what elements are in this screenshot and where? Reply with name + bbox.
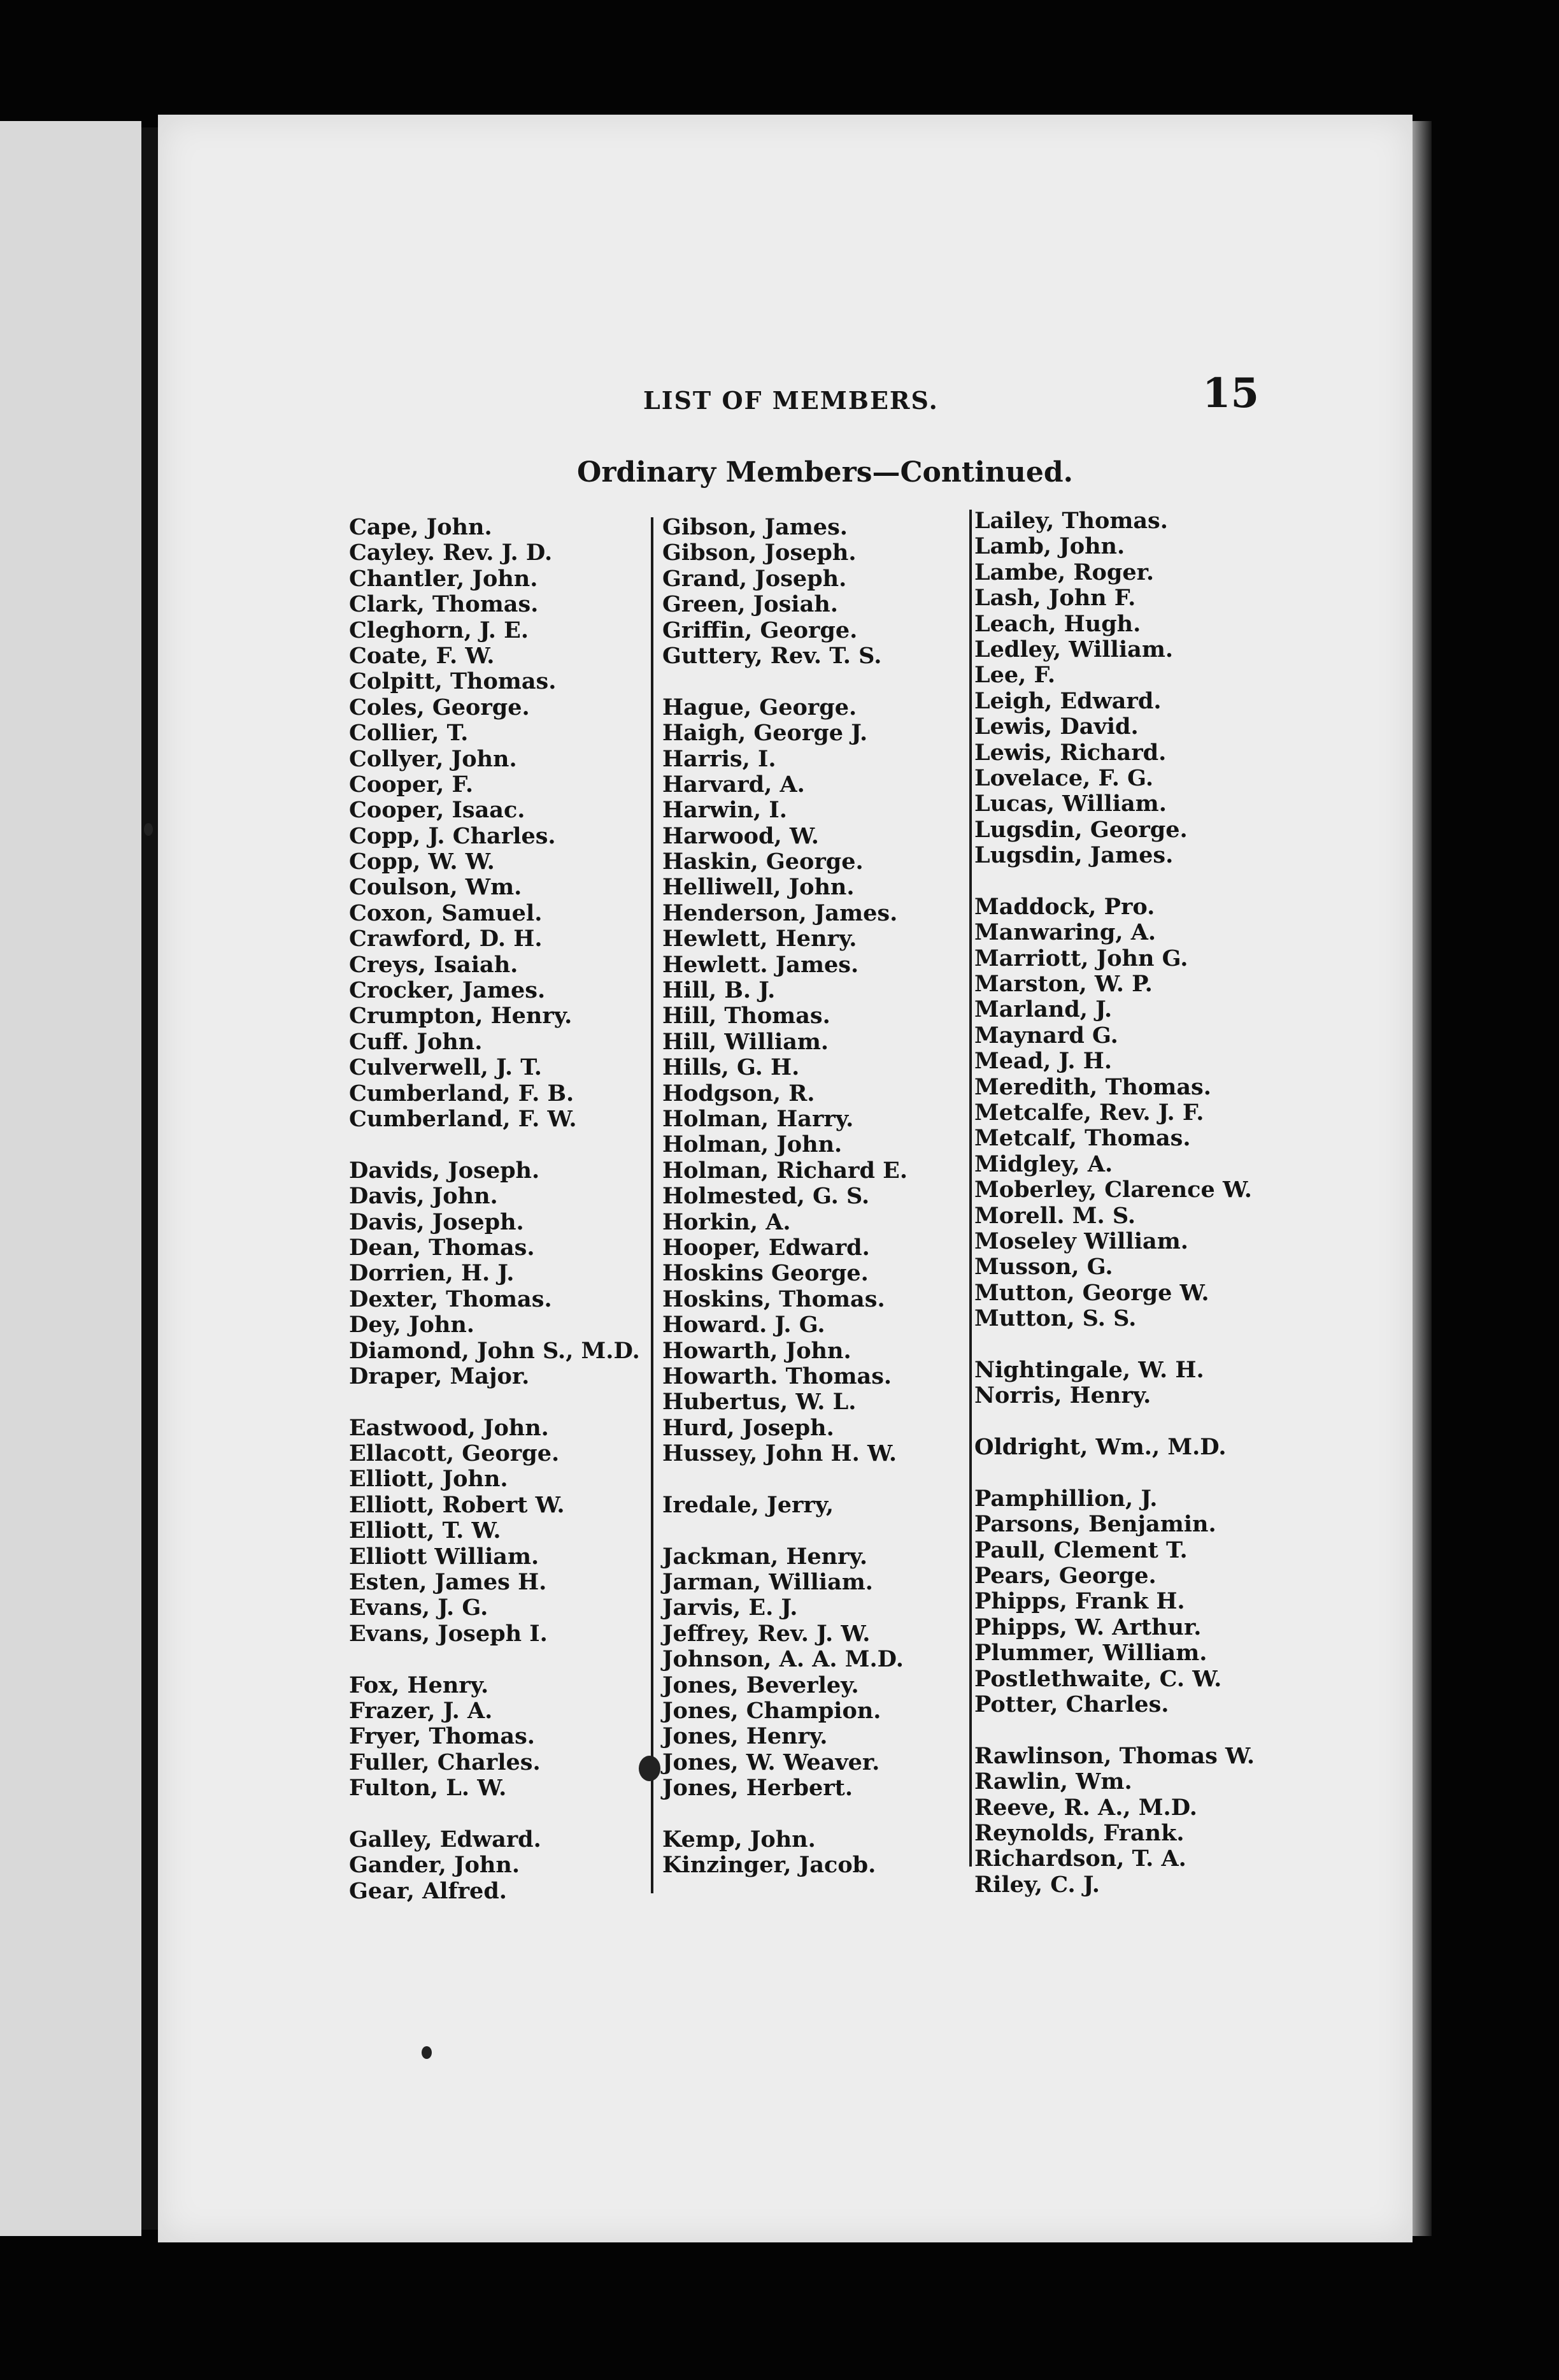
member-entry: Lailey, Thomas. <box>974 508 1168 534</box>
member-entry: Fuller, Charles. <box>349 1749 541 1775</box>
running-title: LIST OF MEMBERS. <box>643 386 939 415</box>
member-entry: Lugsdin, James. <box>974 842 1174 869</box>
member-entry: Lee, F. <box>974 662 1056 689</box>
member-entry: Crawford, D. H. <box>349 926 543 952</box>
member-entry: Jones, Herbert. <box>662 1775 853 1802</box>
member-entry: Crocker, James. <box>349 977 546 1004</box>
column-gap <box>349 1647 661 1672</box>
member-entry: Lewis, David. <box>974 713 1139 740</box>
member-entry: Hewlett, Henry. <box>662 926 857 952</box>
member-entry: Mead, J. H. <box>974 1048 1112 1075</box>
column-gap <box>662 1466 968 1492</box>
column-gap <box>349 1802 661 1827</box>
member-entry: Potter, Charles. <box>974 1691 1169 1717</box>
member-entry: Davis, Joseph. <box>349 1208 524 1235</box>
member-entry: Cleghorn, J. E. <box>349 617 529 643</box>
member-entry: Eastwood, John. <box>349 1414 549 1441</box>
member-entry: Grand, Joseph. <box>662 565 847 592</box>
member-entry: Leigh, Edward. <box>974 687 1162 714</box>
member-entry: Green, Josiah. <box>662 591 838 618</box>
column-gap <box>349 1389 661 1415</box>
member-entry: Diamond, John S., M.D. <box>349 1337 640 1364</box>
member-entry: Jeffrey, Rev. J. W. <box>662 1620 871 1647</box>
member-entry: Pears, George. <box>974 1563 1157 1589</box>
member-entry: Lamb, John. <box>974 533 1125 560</box>
member-entry: Iredale, Jerry, <box>662 1491 834 1518</box>
member-entry: Fulton, L. W. <box>349 1775 507 1802</box>
member-entry: Jones, W. Weaver. <box>662 1749 880 1775</box>
member-entry: Crumpton, Henry. <box>349 1003 573 1029</box>
member-entry: Hurd, Joseph. <box>662 1414 834 1441</box>
member-entry: Postlethwaite, C. W. <box>974 1665 1222 1692</box>
member-entry: Haigh, George J. <box>662 720 868 747</box>
member-entry: Marston, W. P. <box>974 971 1153 998</box>
ink-blot <box>639 1756 660 1781</box>
member-entry: Evans, Joseph I. <box>349 1620 548 1647</box>
member-entry: Hoskins, Thomas. <box>662 1286 885 1312</box>
members-column-3 <box>974 508 1306 1898</box>
member-entry: Howarth, John. <box>662 1337 851 1364</box>
member-entry: Evans, J. G. <box>349 1595 488 1621</box>
section-title: Ordinary Members—Continued. <box>577 456 1073 489</box>
member-entry: Lucas, William. <box>974 791 1167 817</box>
member-entry: Moseley William. <box>974 1228 1188 1254</box>
member-entry: Mutton, S. S. <box>974 1305 1137 1332</box>
member-entry: Elliott, Robert W. <box>349 1491 565 1518</box>
member-entry: Lewis, Richard. <box>974 739 1167 766</box>
member-entry: Gibson, James. <box>662 514 848 540</box>
member-entry: Copp, W. W. <box>349 849 495 875</box>
member-entry: Meredith, Thomas. <box>974 1073 1211 1100</box>
member-entry: Jones, Beverley. <box>662 1672 859 1698</box>
member-entry: Norris, Henry. <box>974 1382 1151 1409</box>
member-entry: Hills, G. H. <box>662 1054 800 1081</box>
member-entry: Reynolds, Frank. <box>974 1819 1185 1846</box>
member-entry: Harwin, I. <box>662 797 787 824</box>
member-entry: Hague, George. <box>662 694 857 720</box>
member-entry: Hussey, John H. W. <box>662 1440 897 1467</box>
member-entry: Manwaring, A. <box>974 919 1157 946</box>
column-gap <box>662 1802 968 1827</box>
member-entry: Davids, Joseph. <box>349 1157 540 1184</box>
member-entry: Jarvis, E. J. <box>662 1595 798 1621</box>
member-entry: Paull, Clement T. <box>974 1537 1188 1563</box>
member-entry: Griffin, George. <box>662 617 858 643</box>
member-entry: Gear, Alfred. <box>349 1877 507 1904</box>
member-entry: Reeve, R. A., M.D. <box>974 1794 1197 1821</box>
ink-speck <box>144 823 153 836</box>
member-entry: Galley, Edward. <box>349 1826 541 1853</box>
column-gap <box>974 1409 1306 1435</box>
member-entry: Harwood, W. <box>662 822 819 849</box>
member-entry: Johnson, A. A. M.D. <box>662 1646 904 1673</box>
members-column-1 <box>349 515 661 1904</box>
member-entry: Jarman, William. <box>662 1569 873 1596</box>
column-gap <box>662 1518 968 1544</box>
member-entry: Ledley, William. <box>974 636 1174 663</box>
member-entry: Henderson, James. <box>662 900 898 926</box>
member-entry: Hill, Thomas. <box>662 1003 830 1029</box>
member-entry: Maynard G. <box>974 1022 1118 1049</box>
page-number: 15 <box>1202 369 1260 417</box>
member-entry: Harvard, A. <box>662 771 805 798</box>
member-entry: Cuff. John. <box>349 1028 483 1055</box>
member-entry: Hill, William. <box>662 1028 829 1055</box>
member-entry: Elliott William. <box>349 1543 539 1570</box>
binding-gutter <box>141 127 158 2230</box>
member-entry: Esten, James H. <box>349 1569 547 1596</box>
member-entry: Plummer, William. <box>974 1640 1207 1667</box>
member-entry: Lambe, Roger. <box>974 559 1155 585</box>
member-entry: Creys, Isaiah. <box>349 951 518 978</box>
member-entry: Chantler, John. <box>349 565 538 592</box>
member-entry: Metcalf, Thomas. <box>974 1125 1191 1152</box>
member-entry: Marriott, John G. <box>974 945 1188 971</box>
member-entry: Mutton, George W. <box>974 1279 1209 1306</box>
member-entry: Cooper, Isaac. <box>349 797 525 824</box>
member-entry: Cumberland, F. W. <box>349 1105 577 1132</box>
member-entry: Draper, Major. <box>349 1363 530 1389</box>
member-entry: Hubertus, W. L. <box>662 1389 857 1416</box>
member-entry: Morell. M. S. <box>974 1202 1136 1229</box>
member-entry: Richardson, T. A. <box>974 1846 1186 1872</box>
member-entry: Elliott, John. <box>349 1466 508 1493</box>
member-entry: Lash, John F. <box>974 585 1136 612</box>
member-entry: Cumberland, F. B. <box>349 1080 574 1107</box>
member-entry: Pamphillion, J. <box>974 1485 1158 1512</box>
member-entry: Elliott, T. W. <box>349 1517 501 1544</box>
member-entry: Frazer, J. A. <box>349 1697 493 1724</box>
member-entry: Riley, C. J. <box>974 1871 1100 1898</box>
member-entry: Kinzinger, Jacob. <box>662 1852 876 1879</box>
member-entry: Dexter, Thomas. <box>349 1286 552 1312</box>
column-gap <box>974 868 1306 894</box>
column-gap <box>974 1332 1306 1358</box>
member-entry: Howard. J. G. <box>662 1312 825 1338</box>
member-entry: Howarth. Thomas. <box>662 1363 892 1389</box>
column-gap <box>974 1717 1306 1743</box>
member-entry: Clark, Thomas. <box>349 591 539 618</box>
member-entry: Coxon, Samuel. <box>349 900 543 926</box>
member-entry: Cape, John. <box>349 514 492 540</box>
member-entry: Parsons, Benjamin. <box>974 1511 1216 1538</box>
member-entry: Maddock, Pro. <box>974 893 1155 920</box>
member-entry: Phipps, Frank H. <box>974 1588 1185 1615</box>
column-divider-right <box>969 510 972 1867</box>
member-entry: Lovelace, F. G. <box>974 764 1154 791</box>
member-entry: Holman, John. <box>662 1131 843 1158</box>
member-entry: Rawlinson, Thomas W. <box>974 1742 1255 1769</box>
member-entry: Helliwell, John. <box>662 874 855 901</box>
column-gap <box>349 1132 661 1158</box>
page-edge-shadow <box>1413 121 1432 2236</box>
member-entry: Jones, Henry. <box>662 1723 828 1750</box>
member-entry: Dey, John. <box>349 1312 474 1338</box>
member-entry: Musson, G. <box>974 1254 1113 1280</box>
member-entry: Ellacott, George. <box>349 1440 560 1467</box>
ink-speck <box>422 2046 432 2059</box>
member-entry: Midgley, A. <box>974 1151 1113 1177</box>
member-entry: Davis, John. <box>349 1183 498 1210</box>
member-entry: Dean, Thomas. <box>349 1234 535 1261</box>
member-entry: Collier, T. <box>349 720 469 747</box>
members-column-2 <box>662 515 968 1879</box>
member-entry: Jackman, Henry. <box>662 1543 868 1570</box>
member-entry: Culverwell, J. T. <box>349 1054 542 1081</box>
member-entry: Moberley, Clarence W. <box>974 1177 1252 1203</box>
member-entry: Hooper, Edward. <box>662 1234 870 1261</box>
member-entry: Cooper, F. <box>349 771 474 798</box>
member-entry: Dorrien, H. J. <box>349 1260 515 1287</box>
member-entry: Coate, F. W. <box>349 642 495 669</box>
member-entry: Leach, Hugh. <box>974 610 1141 637</box>
member-entry: Nightingale, W. H. <box>974 1356 1204 1383</box>
member-entry: Marland, J. <box>974 996 1113 1023</box>
member-entry: Jones, Champion. <box>662 1697 881 1724</box>
member-entry: Coulson, Wm. <box>349 874 522 901</box>
column-gap <box>974 1460 1306 1486</box>
member-entry: Hill, B. J. <box>662 977 776 1004</box>
member-entry: Colpitt, Thomas. <box>349 668 557 695</box>
member-entry: Rawlin, Wm. <box>974 1768 1132 1795</box>
member-entry: Gibson, Joseph. <box>662 540 857 566</box>
member-entry: Copp, J. Charles. <box>349 822 556 849</box>
member-entry: Hodgson, R. <box>662 1080 815 1107</box>
member-entry: Hewlett. James. <box>662 951 859 978</box>
member-entry: Phipps, W. Arthur. <box>974 1614 1202 1640</box>
member-entry: Guttery, Rev. T. S. <box>662 642 882 669</box>
member-entry: Coles, George. <box>349 694 530 720</box>
previous-page-edge <box>0 121 141 2236</box>
member-entry: Collyer, John. <box>349 745 517 772</box>
member-entry: Holman, Harry. <box>662 1105 854 1132</box>
member-entry: Cayley. Rev. J. D. <box>349 540 553 566</box>
member-entry: Gander, John. <box>349 1852 520 1879</box>
member-entry: Harris, I. <box>662 745 776 772</box>
member-entry: Metcalfe, Rev. J. F. <box>974 1099 1204 1126</box>
member-entry: Hoskins George. <box>662 1260 869 1287</box>
member-entry: Oldright, Wm., M.D. <box>974 1434 1227 1461</box>
member-entry: Fox, Henry. <box>349 1672 489 1698</box>
member-entry: Haskin, George. <box>662 849 864 875</box>
member-entry: Holmested, G. S. <box>662 1183 870 1210</box>
member-entry: Horkin, A. <box>662 1208 791 1235</box>
member-entry: Holman, Richard E. <box>662 1157 908 1184</box>
member-entry: Kemp, John. <box>662 1826 816 1853</box>
column-gap <box>662 669 968 694</box>
member-entry: Lugsdin, George. <box>974 816 1188 843</box>
member-entry: Fryer, Thomas. <box>349 1723 535 1750</box>
